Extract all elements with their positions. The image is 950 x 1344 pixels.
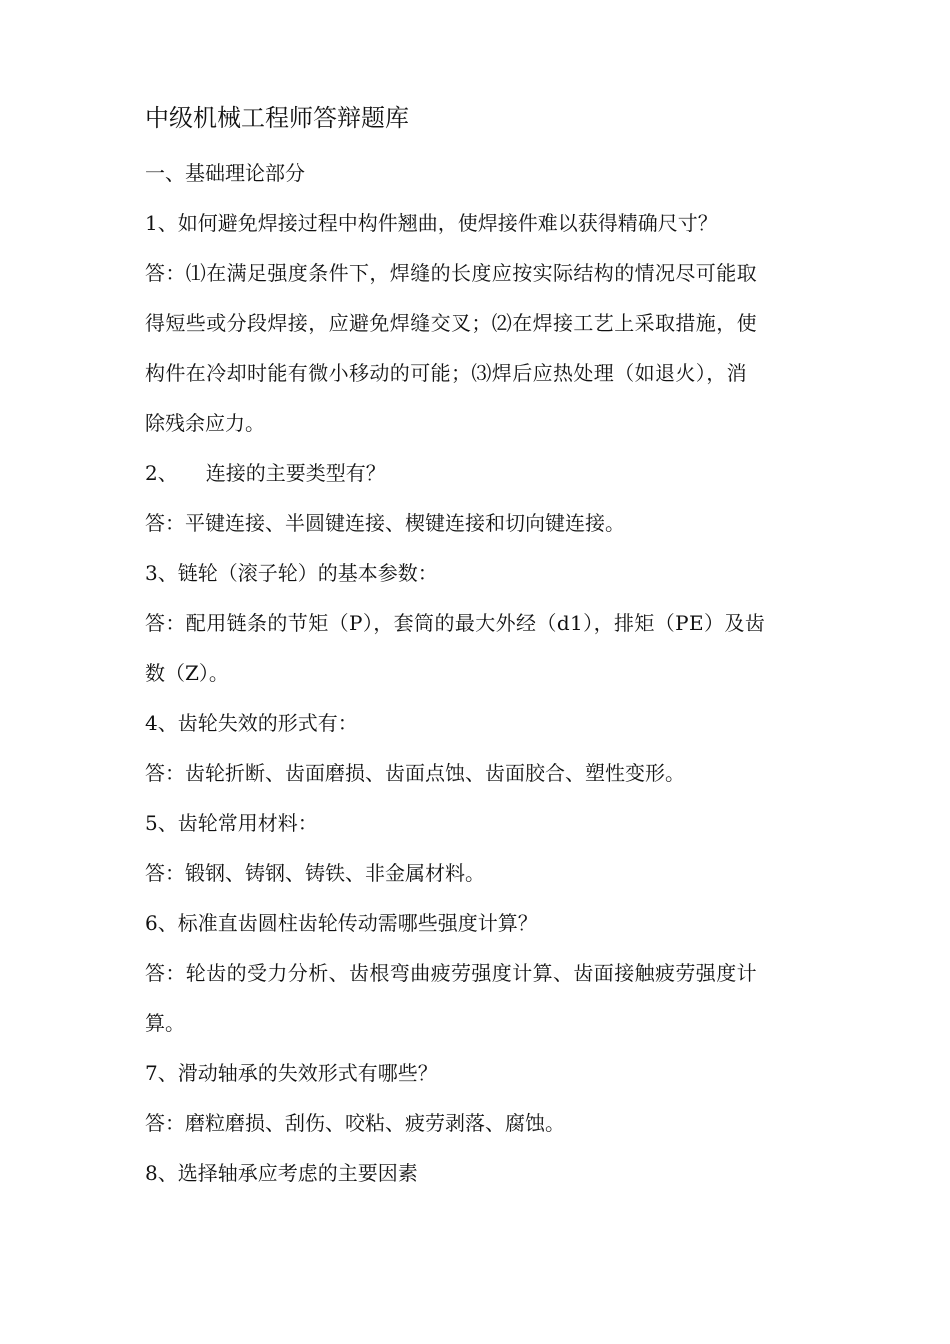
- section-heading: 一、基础理论部分: [145, 161, 305, 185]
- answer-1-line-3: 构件在冷却时能有微小移动的可能；⑶焊后应热处理（如退火），消: [145, 361, 747, 385]
- answer-1-line-4: 除残余应力。: [145, 411, 265, 435]
- question-2-text: 连接的主要类型有？: [205, 461, 386, 485]
- question-5: 5、齿轮常用材料：: [145, 811, 318, 835]
- answer-6-line-2: 算。: [145, 1011, 185, 1035]
- question-3: 3、链轮（滚子轮）的基本参数：: [145, 561, 438, 585]
- question-7: 7、滑动轴承的失效形式有哪些？: [145, 1061, 438, 1085]
- question-8: 8、选择轴承应考虑的主要因素: [145, 1161, 418, 1185]
- answer-1-line-1: 答：⑴在满足强度条件下，焊缝的长度应按实际结构的情况尽可能取: [145, 261, 757, 285]
- answer-5-line-1: 答：锻钢、铸钢、铸铁、非金属材料。: [145, 861, 485, 885]
- answer-3-line-2: 数（Z）。: [145, 661, 229, 685]
- answer-6-line-1: 答：轮齿的受力分析、齿根弯曲疲劳强度计算、齿面接触疲劳强度计: [145, 961, 757, 985]
- question-2: [145, 448, 825, 498]
- answer-2-line-1: 答：平键连接、半圆键连接、楔键连接和切向键连接。: [145, 511, 625, 535]
- question-1: 1、如何避免焊接过程中构件翘曲，使焊接件难以获得精确尺寸？: [145, 211, 718, 235]
- question-6: 6、标准直齿圆柱齿轮传动需哪些强度计算？: [145, 911, 538, 935]
- document-content: [145, 98, 825, 1198]
- answer-3-line-1: 答：配用链条的节矩（P），套筒的最大外经（d1），排矩（PE）及齿: [145, 611, 766, 635]
- question-4: 4、齿轮失效的形式有：: [145, 711, 358, 735]
- answer-4-line-1: 答：齿轮折断、齿面磨损、齿面点蚀、齿面胶合、塑性变形。: [145, 761, 685, 785]
- answer-1-line-2: 得短些或分段焊接，应避免焊缝交叉；⑵在焊接工艺上采取措施，使: [145, 311, 757, 335]
- answer-7-line-1: 答：磨粒磨损、刮伤、咬粘、疲劳剥落、腐蚀。: [145, 1111, 565, 1135]
- question-2-number: 2、: [145, 461, 178, 485]
- document-title: 中级机械工程师答辩题库: [145, 104, 409, 132]
